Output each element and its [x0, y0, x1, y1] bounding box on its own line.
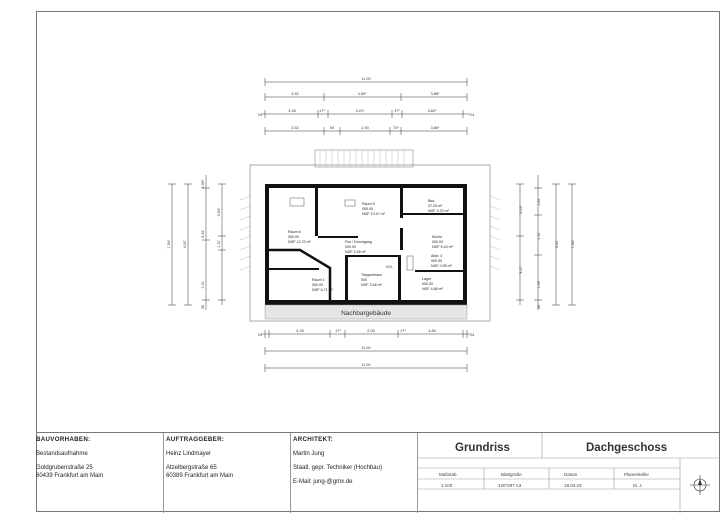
architekt-section — [291, 433, 418, 513]
header-datum: Datum — [564, 472, 578, 477]
dims-top-text — [258, 77, 474, 130]
stair-label: NGL — [386, 265, 394, 269]
svg-text:000.00: 000.00 — [431, 259, 442, 263]
svg-text:2.00: 2.00 — [367, 329, 375, 333]
svg-text:000.00: 000.00 — [288, 235, 299, 239]
svg-text:17*: 17* — [335, 329, 341, 333]
svg-text:Raum 1: Raum 1 — [312, 278, 325, 282]
auftraggeber-section — [164, 433, 291, 513]
svg-text:NGF 5.43 m²: NGF 5.43 m² — [432, 245, 453, 249]
svg-text:Abst. 4: Abst. 4 — [431, 254, 443, 258]
dims-left-text — [167, 179, 221, 309]
svg-text:24: 24 — [257, 333, 263, 337]
value-planersteller: M. J. — [633, 483, 643, 488]
svg-text:6.87: 6.87 — [555, 240, 559, 248]
dormer-hatch — [320, 150, 404, 167]
architekt-line1: Martin Jung — [293, 451, 325, 458]
bauvorhaben-line1: Bestandsaufnahme — [36, 451, 88, 458]
title-grundriss: Grundriss — [455, 442, 510, 454]
auftraggeber-heading: AUFTRAGGEBER: — [166, 436, 225, 443]
room-label-treppenhaus — [361, 273, 383, 287]
svg-text:NGF 4.88 m²: NGF 4.88 m² — [422, 287, 443, 291]
svg-text:3.86*: 3.86* — [430, 92, 440, 96]
svg-text:30: 30 — [201, 304, 205, 310]
svg-text:2.90: 2.90 — [361, 126, 369, 130]
svg-text:Küche: Küche — [432, 235, 443, 239]
svg-text:11.90: 11.90 — [361, 363, 371, 367]
svg-text:3.27: 3.27 — [519, 266, 523, 274]
architekt-line3: E-Mail: jung-@gmx.de — [293, 479, 353, 486]
angled-wall — [269, 250, 330, 300]
svg-text:6.87: 6.87 — [183, 240, 187, 248]
svg-text:94: 94 — [329, 126, 335, 130]
svg-text:1.37: 1.37 — [537, 232, 541, 240]
svg-text:17*: 17* — [400, 329, 406, 333]
svg-text:17*: 17* — [394, 109, 400, 113]
auftraggeber-line1: Heinz Lindmayer — [166, 451, 212, 458]
architekt-heading: ARCHITEKT: — [293, 436, 334, 443]
svg-text:000.00: 000.00 — [312, 283, 323, 287]
room-labels — [288, 199, 454, 292]
header-planersteller: Planersteller — [624, 472, 650, 477]
svg-text:7.54*: 7.54* — [571, 239, 575, 249]
svg-text:NGF 6.71 m²: NGF 6.71 m² — [312, 288, 333, 292]
svg-text:NGF 3.45 m²: NGF 3.45 m² — [345, 250, 366, 254]
auftraggeber-line2: Atzelbergstraße 65 — [166, 465, 217, 472]
dims-bottom-text — [258, 329, 474, 367]
svg-text:Raum 6: Raum 6 — [288, 230, 301, 234]
dims-right-lines — [516, 175, 576, 310]
dormer-outline — [315, 150, 413, 167]
neighbor-label: Nachbargebäude — [341, 310, 391, 317]
bauvorhaben-section — [36, 433, 164, 513]
svg-text:24: 24 — [469, 333, 475, 337]
svg-text:3.52: 3.52 — [291, 126, 299, 130]
svg-text:NGF 0.95 m²: NGF 0.95 m² — [431, 264, 452, 268]
svg-text:3.28: 3.28 — [288, 109, 296, 113]
svg-text:70*: 70* — [393, 126, 399, 130]
svg-text:1.49: 1.49 — [537, 281, 541, 289]
svg-text:000.00: 000.00 — [345, 245, 356, 249]
svg-text:17*: 17* — [319, 109, 325, 113]
svg-text:000.00: 000.00 — [422, 282, 433, 286]
north-arrow-icon — [680, 467, 720, 507]
room-label-kueche — [432, 235, 454, 249]
svg-text:1.37: 1.37 — [217, 240, 221, 248]
svg-text:Lager: Lager — [422, 277, 432, 281]
svg-text:000.00: 000.00 — [362, 207, 373, 211]
dims-right-text — [519, 198, 575, 309]
title-block — [36, 432, 720, 513]
svg-text:11.90: 11.90 — [361, 77, 371, 81]
room-label-flur — [345, 240, 372, 254]
architekt-line2: Staatl. gepr. Techniker (Hochbau) — [293, 465, 382, 472]
value-datum: 18.03.23 — [564, 483, 582, 488]
svg-text:27.29 m²: 27.29 m² — [428, 204, 443, 208]
fixture-2 — [290, 198, 304, 206]
svg-text:3.86*: 3.86* — [430, 126, 440, 130]
svg-text:5.62: 5.62 — [201, 230, 205, 238]
svg-text:NGF 10.47 m²: NGF 10.47 m² — [362, 212, 385, 216]
svg-text:3.52: 3.52 — [291, 92, 299, 96]
svg-text:24: 24 — [257, 113, 263, 117]
auftraggeber-line3: 60389 Frankfurt am Main — [166, 473, 234, 480]
svg-text:2.00*: 2.00* — [201, 179, 205, 189]
svg-text:4.33: 4.33 — [296, 329, 304, 333]
header-massstab: Maßstab — [439, 472, 457, 477]
svg-text:NGF 3.46 m²: NGF 3.46 m² — [361, 283, 382, 287]
svg-text:1.81: 1.81 — [537, 198, 541, 206]
svg-text:3.23: 3.23 — [519, 206, 523, 214]
title-dachgeschoss: Dachgeschoss — [586, 442, 668, 454]
stair-fixture — [407, 256, 413, 270]
bauvorhaben-line3: 60439 Frankfurt am Main — [36, 473, 104, 480]
svg-text:3.54*: 3.54* — [217, 207, 221, 217]
svg-text:NGF 3.20 m²: NGF 3.20 m² — [428, 209, 449, 213]
room-label-bad — [428, 199, 450, 213]
svg-text:4.50*: 4.50* — [357, 92, 367, 96]
svg-text:24: 24 — [469, 113, 475, 117]
svg-text:1.41: 1.41 — [201, 281, 205, 289]
svg-text:Flur / Durchgang: Flur / Durchgang — [345, 240, 372, 244]
svg-text:000.00: 000.00 — [432, 240, 443, 244]
room-label-raum6 — [288, 230, 312, 244]
svg-text:4.21*: 4.21* — [355, 109, 365, 113]
svg-text:7.54*: 7.54* — [167, 239, 171, 249]
roof-hatch-left — [240, 196, 250, 270]
value-massstab: 1:100 — [441, 483, 453, 488]
header-blattgroesse: Blattgröße — [501, 472, 522, 477]
svg-text:Treppenhaus: Treppenhaus — [361, 273, 383, 277]
svg-text:11.90: 11.90 — [361, 346, 371, 350]
fixture — [345, 200, 355, 206]
room-label-lager — [422, 277, 444, 291]
svg-text:3.84: 3.84 — [428, 329, 436, 333]
room-label-raum5 — [362, 202, 386, 216]
svg-text:NGF 12.70 m²: NGF 12.70 m² — [288, 240, 311, 244]
svg-text:Raum 5: Raum 5 — [362, 202, 375, 206]
room-label-abst4 — [431, 254, 453, 268]
svg-text:Bad: Bad — [428, 199, 435, 203]
roof-hatch-right — [490, 196, 500, 270]
bauvorhaben-line2: Goldgrubenstraße 25 — [36, 465, 93, 472]
value-blattgroesse: 420*297 A3 — [498, 483, 522, 488]
svg-text:30: 30 — [537, 304, 541, 310]
svg-text:000: 000 — [361, 278, 367, 282]
svg-text:3.62*: 3.62* — [427, 109, 437, 113]
bauvorhaben-heading: BAUVORHABEN: — [36, 436, 91, 443]
